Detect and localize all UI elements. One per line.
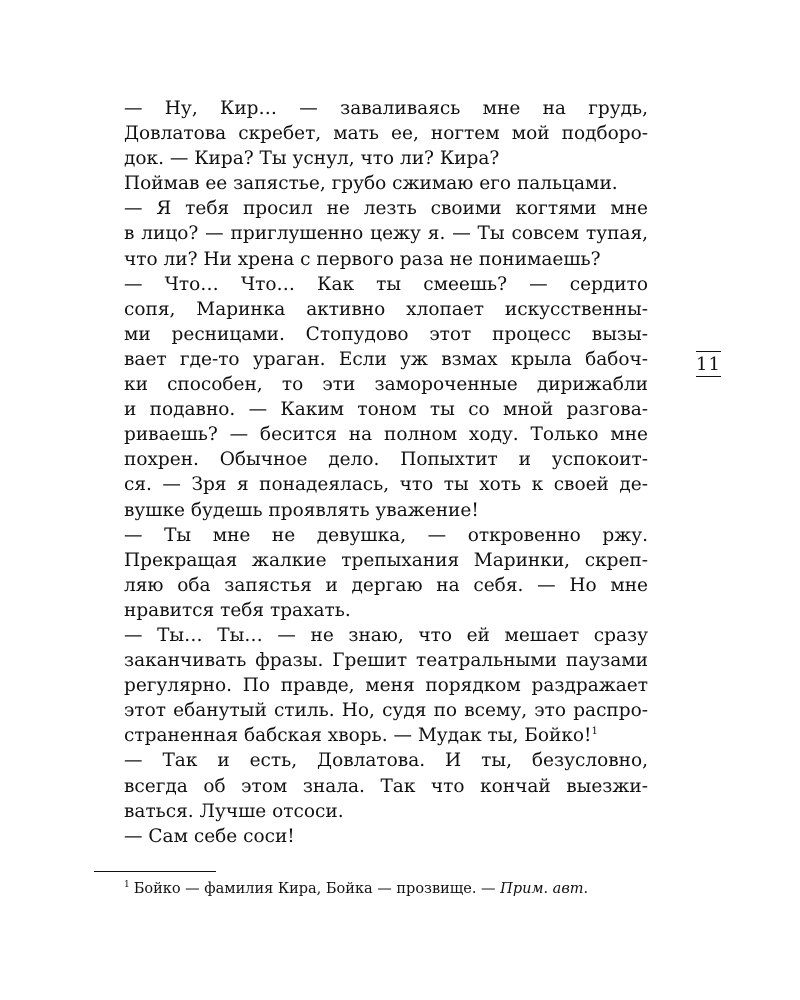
text-line: [124, 121, 648, 146]
text-line: [124, 824, 648, 849]
text-line-content: — Ты мне не девушка, — откровенно ржу.: [124, 524, 648, 546]
text-line: [124, 196, 648, 221]
text-line: [124, 347, 648, 372]
text-line-content: — Ну, Кир… — заваливаясь мне на грудь,: [124, 98, 648, 119]
text-line: [124, 472, 648, 497]
footnote-text: Бойко — фамилия Кира, Бойка — прозвище. —: [133, 881, 501, 897]
text-line-content: риваешь? — бесится на полном ходу. Только мне: [124, 424, 648, 446]
text-line-content: нравится тебя трахать.: [124, 599, 351, 621]
text-line-content: ки способен, то эти замороченные дирижабли: [124, 374, 648, 396]
footnote-reference: 1: [591, 726, 598, 738]
text-line: [124, 447, 648, 472]
text-line-content: и подавно. — Каким тоном ты со мной разгова-: [124, 399, 648, 421]
text-line-content: — Что… Что… Как ты смеешь? — сердито: [124, 273, 648, 295]
text-line: [124, 723, 648, 748]
text-line-content: ваться. Лучше отсоси.: [124, 800, 344, 822]
text-line: [124, 598, 648, 623]
footnote-mark: 1: [124, 880, 130, 891]
text-line: [124, 548, 648, 573]
text-line: [124, 648, 648, 673]
text-line: [124, 698, 648, 723]
text-line: [124, 498, 648, 523]
text-line: [124, 96, 648, 121]
text-line: [124, 748, 648, 773]
text-line: [124, 673, 648, 698]
text-line: [124, 422, 648, 447]
text-line-content: — Сам себе соси!: [124, 825, 295, 847]
text-line: [124, 372, 648, 397]
text-line-content: Довлатова скребет, мать ее, ногтем мой подборо-: [124, 123, 648, 145]
text-line: [124, 322, 648, 347]
text-line: [124, 397, 648, 422]
text-line-content: в лицо? — приглушенно цежу я. — Ты совсем тупая,: [124, 223, 648, 245]
text-line-content: — Я тебя просил не лезть своими когтями мне: [124, 198, 648, 220]
text-line: [124, 146, 648, 171]
text-line-content: ся. — Зря я понадеялась, что ты хоть к своей де-: [124, 474, 648, 496]
text-line-content: Прекращая жалкие трепыхания Маринки, скреп-: [124, 549, 648, 571]
text-line-content: этот ебанутый стиль. Но, судя по всему, это распро-: [124, 700, 648, 722]
text-line-content: похрен. Обычное дело. Попыхтит и успокоит-: [124, 449, 648, 471]
footnote: [124, 879, 648, 899]
text-line-content: сопя, Маринка активно хлопает искусственны-: [124, 298, 648, 320]
text-line-content: что ли? Ни хрена с первого раза не понимаешь?: [124, 248, 601, 270]
text-line: [124, 573, 648, 598]
text-line-content: ляю оба запястья и дергаю на себя. — Но мне: [124, 574, 648, 596]
body-text: [124, 96, 648, 849]
text-line-content: Поймав ее запястье, грубо сжимаю его пальцами.: [124, 173, 618, 195]
footnote-author-note: Прим. авт.: [500, 881, 589, 897]
text-line: [124, 272, 648, 297]
text-line-content: регулярно. По правде, меня порядком раздражает: [124, 675, 648, 697]
text-line: [124, 774, 648, 799]
page-number: 11: [696, 351, 721, 377]
footnote-divider: [94, 871, 216, 872]
text-line: [124, 171, 648, 196]
text-line: [124, 247, 648, 272]
text-line-content: вает где-то ураган. Если уж взмах крыла бабоч-: [124, 348, 648, 370]
text-line-content: вушке будешь проявлять уважение!: [124, 499, 479, 521]
text-line-content: док. — Кира? Ты уснул, что ли? Кира?: [124, 148, 500, 170]
text-line: [124, 799, 648, 824]
text-line-content: всегда об этом знала. Так что кончай выезжи-: [124, 775, 648, 797]
text-line-content: заканчивать фразы. Грешит театральными паузами: [124, 650, 648, 672]
text-line: [124, 623, 648, 648]
text-line: [124, 523, 648, 548]
text-line-content: — Так и есть, Довлатова. И ты, безусловно,: [124, 750, 648, 772]
text-line-content: — Ты… Ты… — не знаю, что ей мешает сразу: [124, 624, 648, 646]
text-line-content: страненная бабская хворь. — Мудак ты, Бойко!: [124, 725, 592, 747]
text-line: [124, 221, 648, 246]
text-line-content: ми ресницами. Стопудово этот процесс вызы-: [124, 323, 648, 345]
text-line: [124, 297, 648, 322]
